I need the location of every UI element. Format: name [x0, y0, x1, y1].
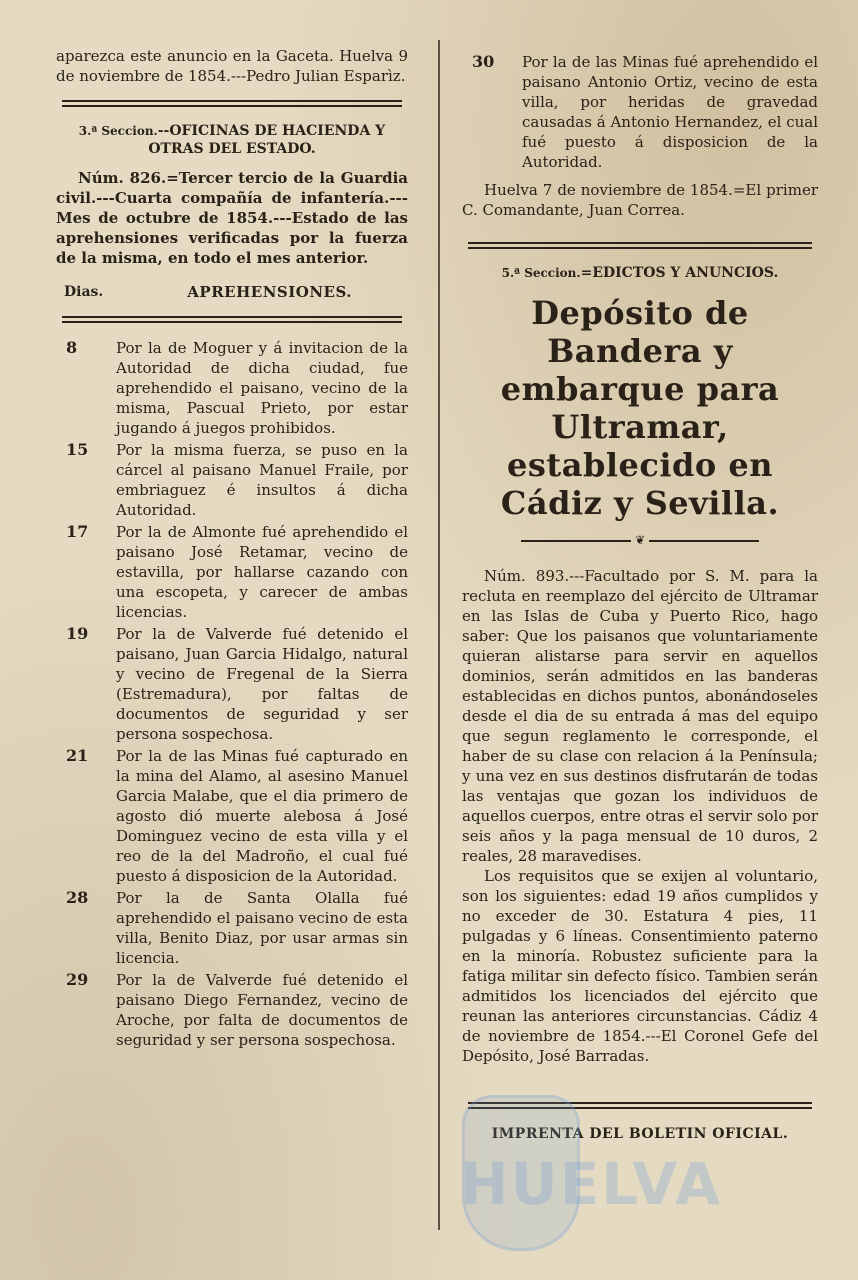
right-column [462, 52, 818, 1144]
entry-day: 21 [66, 746, 89, 765]
top-paragraph: aparezca este anuncio en la Gaceta. Huelva 9 de noviembre de 1854.---Pedro Julian Esparìz. [56, 47, 408, 85]
entry-row [56, 338, 408, 438]
entry-row [56, 970, 408, 1050]
section-5-heading [462, 264, 818, 282]
entry-text: Por la de las Minas fué capturado en la mina del Alamo, al asesino Manuel Garcia Malabe, que el dia primero de agosto dió muerte alebosa á José Dominguez vecino de esta villa y el reo de la del Madroño, el cual fué puesto á disposicion de la Autoridad. [116, 747, 408, 885]
entry-row [56, 624, 408, 744]
entry-row [56, 888, 408, 968]
intro-paragraph [56, 168, 408, 268]
entry-row [56, 522, 408, 622]
signature-line: Huelva 7 de noviembre de 1854.=El primer C. Comandante, Juan Correa. [462, 181, 818, 219]
separator-rule [468, 242, 812, 250]
printer-footer: IMPRENTA DEL BOLETIN OFICIAL. [491, 1126, 789, 1142]
entry-text: Por la de Santa Olalla fué aprehendido el paisano vecino de esta villa, Benito Diaz, por usar armas sin licencia. [116, 889, 408, 967]
left-column [56, 46, 408, 1052]
requirements-paragraph: Los requisitos que se exijen al voluntario, son los siguientes: edad 19 años cumplidos y no exceder de 30. Estatura 4 pies, 11 pulgadas y 6 líneas. Consentimiento paterno en la minoría. Robustez suficiente para la fatiga militar sin defecto físico. Tambien serán admitidos los licenciados del ejército que reunan las anteriores circunstancias. Cádiz 4 de noviembre de 1854.---El Coronel Gefe del Depósito, José Barradas. [462, 867, 818, 1065]
separator-rule [62, 100, 402, 108]
notice-number: Núm. 893. [484, 567, 570, 585]
column-divider [438, 40, 440, 1230]
entry-text: Por la de Moguer y á invitacion de la Autoridad de dicha ciudad, fue aprehendido el paisano, vecino de la misma, Pascual Prieto, por estar jugando á juegos prohibidos. [116, 339, 408, 437]
ornament-divider: ❦ [462, 530, 818, 550]
aprehensiones-header: APREHENSIONES. [187, 283, 352, 301]
entry-row [56, 746, 408, 886]
section-number: 5.ª Seccion. [501, 266, 581, 280]
entry-text: Por la de las Minas fué aprehendido el paisano Antonio Ortiz, vecino de esta villa, por heridas de gravedad causadas á Antonio Hernandez, el cual fué puesto á disposicion de la Autoridad. [522, 53, 818, 171]
notice-title: Depósito de Bandera y embarque para Ultramar, establecido en Cádiz y Sevilla. [500, 294, 780, 522]
table-header [64, 282, 408, 302]
entry-text: Por la de Valverde fué detenido el paisano, Juan Garcia Hidalgo, natural y vecino de Fregenal de la Sierra (Estremadura), por faltas de documentos de seguridad y ser persona sospechosa. [116, 625, 408, 743]
entry-text: Por la misma fuerza, se puso en la cárcel al paisano Manuel Fraile, por embriaguez é insultos á dicha Autoridad. [116, 441, 408, 519]
entry-text: Por la de Almonte fué aprehendido el paisano José Retamar, vecino de estavilla, por hallarse cazando con una escopeta, y carecer de ambas licencias. [116, 523, 408, 621]
intro-text: =Tercer tercio de la Guardia civil.---Cuarta compañía de infantería.---Mes de octubre de 1854.---Estado de las aprehensiones verificadas por la fuerza de la misma, en todo el mes anterior. [56, 169, 409, 267]
days-header: Dias. [64, 284, 104, 300]
notice-text: ---Facultado por S. M. para la recluta en reemplazo del ejército de Ultramar en las Islas de Cuba y Puerto Rico, hago saber: Que los paisanos que voluntariamente quieran alistarse para servir en aquellos dominios, serán admitidos en las banderas establecidas en dichos puntos, abonándoseles desde el dia de su entrada á mas del equipo que segun reglamento le corresponde, el haber de su clase con relacion á la Península; y una vez en sus destinos disfrutarán de todas las ventajas que gozan los individuos de aquellos cuerpos, entre otras el servir solo por seis años y la paga mensual de 10 duros, 2 reales, 28 maravedises. [462, 567, 818, 865]
entry-row [56, 440, 408, 520]
table-rule [62, 316, 402, 324]
entry-day: 19 [66, 624, 89, 643]
notice-paragraph [462, 566, 818, 866]
entry-day: 30 [472, 52, 495, 71]
section-title: --OFICINAS DE HACIENDA Y OTRAS DEL ESTADO. [148, 123, 386, 157]
watermark-text: HUELVA [460, 1150, 723, 1218]
entry-day: 8 [66, 338, 78, 357]
entry-day: 28 [66, 888, 89, 907]
entry-text: Por la de Valverde fué detenido el paisano Diego Fernandez, vecino de Aroche, por falta de documentos de seguridad y ser persona sospechosa. [116, 971, 408, 1049]
section-number: 3.ª Seccion. [78, 124, 158, 138]
intro-number: Núm. 826. [78, 169, 167, 187]
entry-row [462, 52, 818, 172]
entry-day: 15 [66, 440, 89, 459]
entry-day: 29 [66, 970, 89, 989]
section-title: =EDICTOS Y ANUNCIOS. [580, 265, 779, 281]
section-3-heading [56, 122, 408, 158]
entry-day: 17 [66, 522, 89, 541]
